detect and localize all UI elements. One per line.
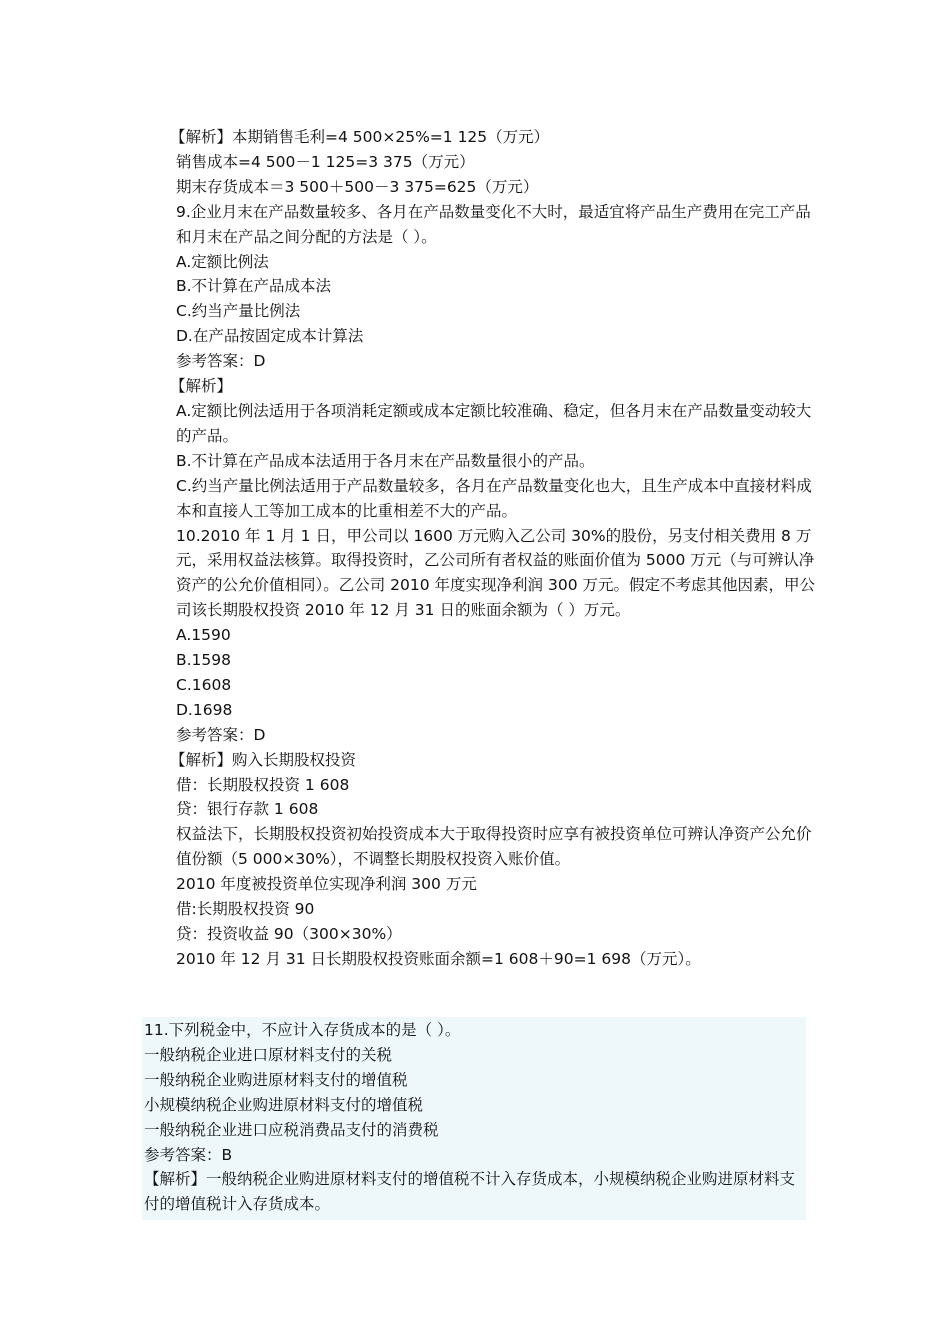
text-line: D.1698 <box>176 700 233 719</box>
text-line: 借:长期股权投资 90 <box>176 900 315 919</box>
text-line: 【解析】本期销售毛利=4 500×25%=1 125（万元） <box>170 128 550 146</box>
text-line: 参考答案：D <box>176 352 266 371</box>
question-11-highlighted-section <box>142 1017 806 1220</box>
text-line: C.约当产量比例法适用于产品数量较多，各月在产品数量变化也大，且生产成本中直接材料成本和直接人工等加工成本的比重相差不大的产品。 <box>176 476 812 520</box>
text-line: A.定额比例法适用于各项消耗定额或成本定额比较准确、稳定，但各月末在产品数量变动较大的产品。 <box>176 401 812 445</box>
q11-text-line: 一般纳税企业进口应税消费品支付的消费税 <box>144 1120 439 1139</box>
text-line: B.不计算在产品成本法适用于各月末在产品数量很小的产品。 <box>176 451 595 470</box>
text-line: B.不计算在产品成本法 <box>176 277 332 296</box>
questions-9-10-section <box>170 125 816 972</box>
text-line: 贷：银行存款 1 608 <box>176 800 319 819</box>
text-line: 权益法下，长期股权投资初始投资成本大于取得投资时应享有被投资单位可辨认净资产公允价值份额（5 000×30%），不调整长期股权投资入账价值。 <box>176 825 812 869</box>
text-line: 参考答案：D <box>176 725 266 744</box>
text-line: C.约当产量比例法 <box>176 302 301 321</box>
text-line: B.1598 <box>176 651 232 670</box>
text-line: C.1608 <box>176 675 232 694</box>
q11-text-line: 11.下列税金中，不应计入存货成本的是（ ）。 <box>144 1021 461 1039</box>
q11-text-line: 一般纳税企业购进原材料支付的增值税 <box>144 1070 408 1089</box>
text-line: A.定额比例法 <box>176 252 269 271</box>
text-line: 9.企业月末在产品数量较多、各月在产品数量变化不大时，最适宜将产品生产费用在完工产品和月末在产品之间分配的方法是（ ）。 <box>176 202 811 246</box>
q11-text-line: 参考答案：B <box>144 1145 233 1164</box>
q11-text-line: 一般纳税企业进口原材料支付的关税 <box>144 1045 393 1064</box>
text-line: 期末存货成本＝3 500＋500－3 375=625（万元） <box>176 177 539 196</box>
text-line: 销售成本=4 500－1 125=3 375（万元） <box>176 152 475 171</box>
q11-text-line: 小规模纳税企业购进原材料支付的增值税 <box>144 1095 424 1114</box>
text-line: 【解析】 <box>170 377 233 396</box>
text-line: A.1590 <box>176 626 231 645</box>
text-line: 2010 年 12 月 31 日长期股权投资账面余额=1 608＋90=1 698（万元）。 <box>176 949 701 968</box>
q11-text-line: 【解析】一般纳税企业购进原材料支付的增值税不计入存货成本，小规模纳税企业购进原材料支付的增值税计入存货成本。 <box>144 1170 796 1214</box>
text-line: 2010 年度被投资单位实现净利润 300 万元 <box>176 875 477 894</box>
text-line: 【解析】购入长期股权投资 <box>170 750 357 769</box>
text-line: 10.2010 年 1 月 1 日，甲公司以 1600 万元购入乙公司 30%的股份，另支付相关费用 8 万元，采用权益法核算。取得投资时，乙公司所有者权益的账面价值为 5000 万元（与可辨认净资产的公允价值相同）。乙公司 2010 年度实现净利润 300 万元。假定不考虑其他因素，甲公司该长期股权投资 2010 年 12 月 31 日的账面余额为（ ）万元。 <box>176 526 815 620</box>
text-line: 贷：投资收益 90（300×30%） <box>176 925 402 943</box>
text-line: 借：长期股权投资 1 608 <box>176 775 350 794</box>
text-line: D.在产品按固定成本计算法 <box>176 327 364 346</box>
